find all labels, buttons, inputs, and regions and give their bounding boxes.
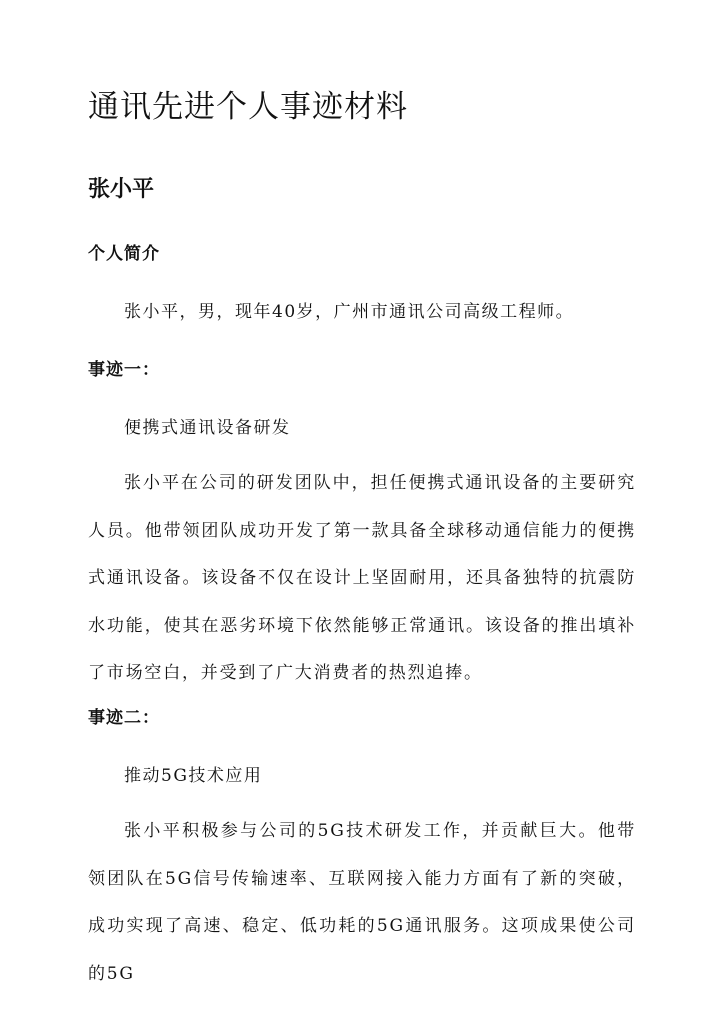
profile-heading: 个人简介 <box>88 244 160 264</box>
author-name: 张小平 <box>88 176 155 202</box>
deed-2-subtitle: 推动5G技术应用 <box>124 766 263 786</box>
deed-2-heading: 事迹二： <box>88 708 160 728</box>
deed-1-body: 张小平在公司的研发团队中，担任便携式通讯设备的主要研究人员。他带领团队成功开发了第一款具备全球移动通信能力的便携式通讯设备。该设备不仅在设计上坚固耐用，还具备独特的抗震防水功能，使其在恶劣环境下依然能够正常通讯。该设备的推出填补了市场空白，并受到了广大消费者的热烈追捧。 <box>88 473 636 683</box>
deed-2-body: 张小平积极参与公司的5G技术研发工作，并贡献巨大。他带领团队在5G信号传输速率、互联网接入能力方面有了新的突破，成功实现了高速、稳定、低功耗的5G通讯服务。这项成果使公司的5G <box>88 821 636 984</box>
profile-text: 张小平，男，现年40岁，广州市通讯公司高级工程师。 <box>124 302 575 322</box>
deed-1-subtitle: 便携式通讯设备研发 <box>124 418 291 438</box>
document-title: 通讯先进个人事迹材料 <box>88 89 408 125</box>
deed-1-heading: 事迹一： <box>88 360 160 380</box>
